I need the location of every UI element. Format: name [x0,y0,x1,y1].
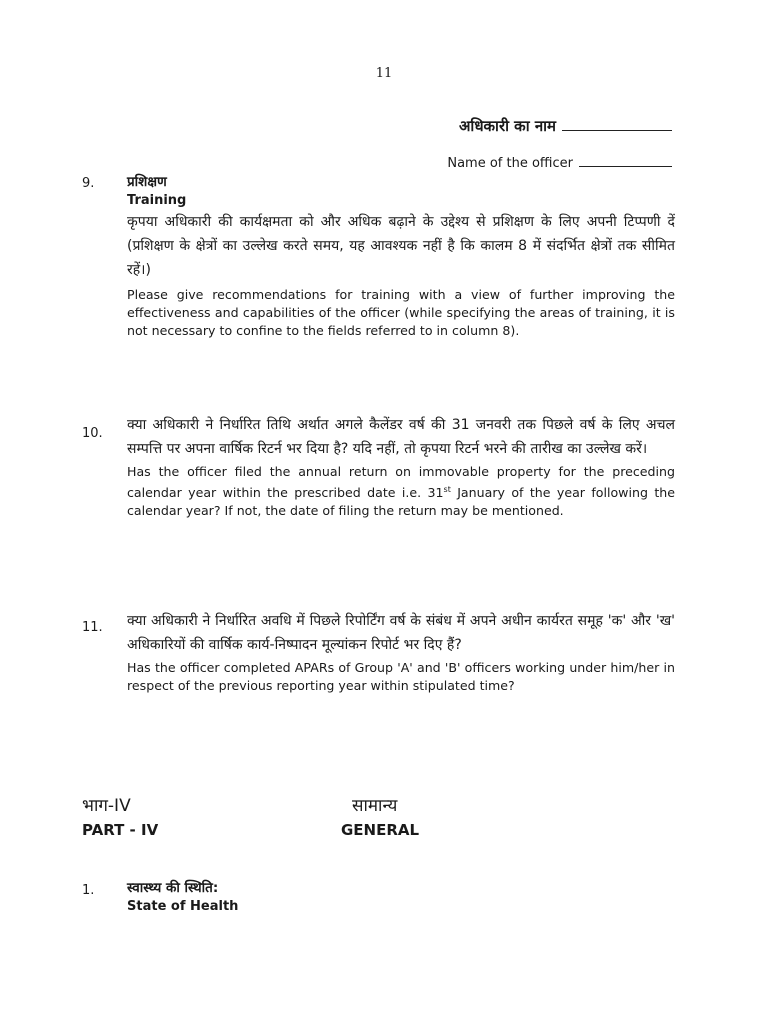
item-text-english: Has the officer completed APARs of Group 'A' and 'B' officers working under him/her in respect of the previous reporting year within stipulated time? [127,660,675,693]
item-number: 1. [82,883,95,898]
officer-name-hindi [459,116,672,136]
part-label-hindi: भाग-IV [82,796,131,816]
item-text-english [127,463,675,520]
part-label-english: PART - IV [82,821,159,839]
item-heading-hindi: स्वास्थ्य की स्थिति: [127,880,219,896]
officer-name-english-label: Name of the officer [447,156,573,171]
part-title-english: GENERAL [341,821,420,839]
item-text-english-part: January of the year following the calendar year? If not, the date of filing the return may be mentioned. [127,485,675,519]
item-number: 10. [82,426,103,441]
officer-name-hindi-label: अधिकारी का नाम [458,117,556,135]
item-number: 9. [82,176,95,191]
item-text-english: Please give recommendations for training with a view of further improving the effectiveness and capabilities of the officer (while specifying the areas of training, it is not necessary to confine to the fields referred to in column 8). [127,287,675,338]
item-text-english-sup: st [443,485,451,494]
item-apars [127,609,675,695]
item-number: 11. [82,620,103,635]
item-text-hindi: कृपया अधिकारी की कार्यक्षमता को और अधिक बढ़ाने के उद्देश्य से प्रशिक्षण के लिए अपनी टिप्पणी दें (प्रशिक्षण के क्षेत्रों का उल्लेख करते समय, यह आवश्यक नहीं है कि कालम 8 में संदर्भित क्षेत्रों तक सीमित रहें।) [127,214,675,278]
item-text-hindi: क्या अधिकारी ने निर्धारित तिथि अर्थात अगले कैलेंडर वर्ष की 31 जनवरी तक पिछले वर्ष के लिए अचल सम्पत्ति पर अपना वार्षिक रिटर्न भर दिया है? यदि नहीं, तो कृपया रिटर्न भरने की तारीख का उल्लेख करें। [127,417,675,457]
item-heading-english: Training [127,193,187,208]
item-training [127,172,675,340]
item-heading-english: State of Health [127,899,239,914]
item-property-return [127,413,675,520]
officer-name-line [562,130,672,131]
page-number: 11 [375,66,393,81]
item-text-hindi: क्या अधिकारी ने निर्धारित अवधि में पिछले रिपोर्टिंग वर्ष के संबंध में अपने अधीन कार्यरत समूह 'क' और 'ख' अधिकारियों की वार्षिक कार्य-निष्पादन मूल्यांकन रिपोर्ट भर दिए हैं? [127,613,675,653]
item-heading-hindi: प्रशिक्षण [127,174,167,190]
officer-name-english [447,156,672,171]
item-text-english-part: Has the officer filed the annual return on immovable property for the preceding calendar year within the prescribed date i.e. 31 [127,464,675,501]
officer-name-line [579,166,672,167]
item-state-of-health [127,878,675,916]
part-title-hindi: सामान्य [352,796,398,816]
